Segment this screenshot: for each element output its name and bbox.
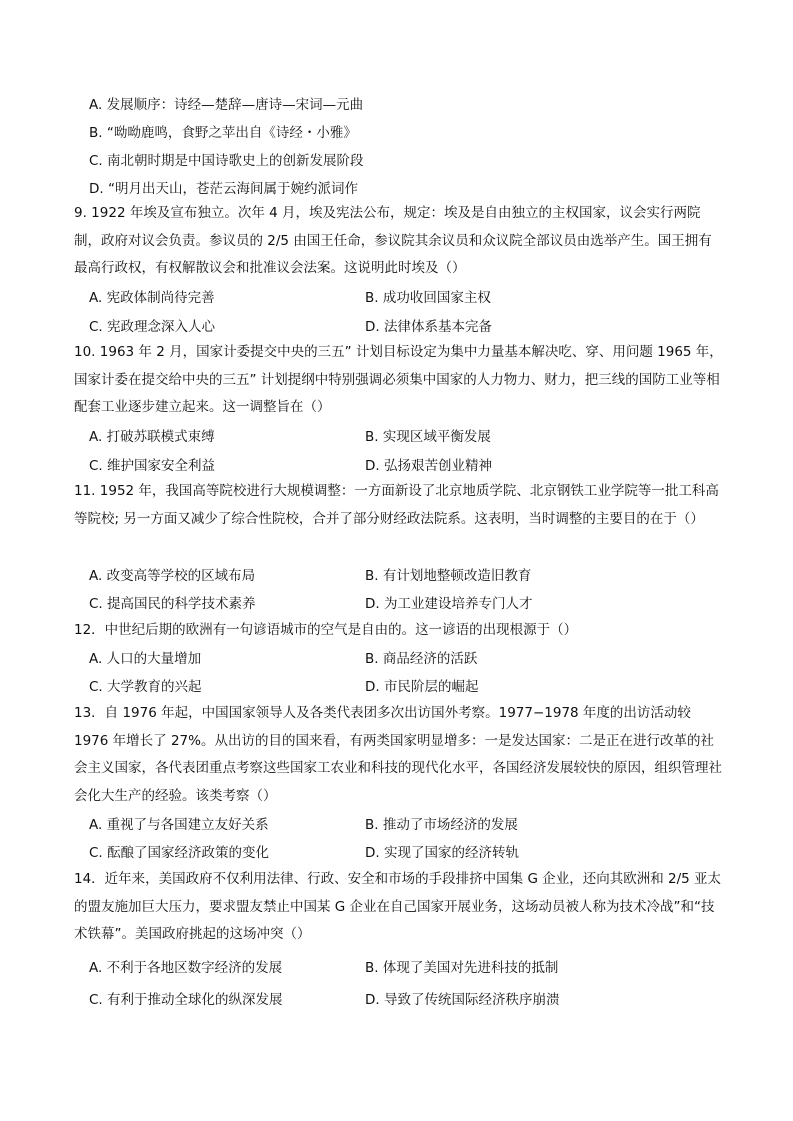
- q9-option-a: A. 宪政体制尚待完善: [89, 290, 215, 306]
- q11-stem: 11. 1952 年，我国高等院校进行大规模调整：一方面新设了北京地质学院、北京钢铁工业学院等一批工科高等院校; 另一方面又减少了综合性院校，合并了部分财经政法院系。这表明，当时调整的主要目的在于（）: [74, 483, 719, 527]
- q13-stem: 13．自 1976 年起，中国国家领导人及各类代表团多次出访国外考察。1977−1978 年度的出访活动较 1976 年增长了 27%。从出访的目的国来看，有两类国家明显增多：一是发达国家：二是正在进行改革的社会主义国家，各代表团重点考察这些国家工农业和科技的现代化水平，各国经济发展较快的原因，组织管理社会化大生产的经验。该类考察（）: [74, 705, 722, 804]
- q12-option-b: B. 商品经济的活跃: [365, 651, 478, 667]
- q12-stem: 12．中世纪后期的欧洲有一句谚语城市的空气是自由的。这一谚语的出现根源于（）: [74, 622, 578, 638]
- q10-option-d: D. 弘扬艰苦创业精神: [365, 458, 492, 474]
- q13-option-d: D. 实现了国家的经济转轨: [365, 845, 519, 861]
- q14-option-c: C. 有利于推动全球化的纵深发展: [89, 992, 283, 1008]
- q11-option-b: B. 有计划地整顿改造旧教育: [365, 568, 532, 584]
- q13-option-a: A. 重视了与各国建立友好关系: [89, 817, 269, 833]
- q9-option-b: B. 成功收回国家主权: [365, 290, 491, 306]
- q9-option-d: D. 法律体系基本完备: [365, 319, 492, 335]
- q11-option-d: D. 为工业建设培养专门人才: [365, 596, 533, 612]
- q11-option-c: C. 提高国民的科学技术素养: [89, 596, 256, 612]
- q9-option-c: C. 宪政理念深入人心: [89, 319, 216, 335]
- q12-option-a: A. 人口的大量增加: [89, 651, 202, 667]
- q10-stem: 10. 1963 年 2 月，国家计委提交中央的三五” 计划目标设定为集中力量基本解决吃、穿、用问题 1965 年，国家计委在提交给中央的三五” 计划提纲中特别强调必须集中国家的人力物力、财力，把三线的国防工业等相配套工业逐步建立起来。这一调整旨在（）: [74, 344, 723, 415]
- q11-option-a: A. 改变高等学校的区域布局: [89, 568, 256, 584]
- q10-option-c: C. 维护国家安全利益: [89, 458, 216, 474]
- q13-option-b: B. 推动了市场经济的发展: [365, 817, 518, 833]
- q14-option-a: A. 不利于各地区数字经济的发展: [89, 960, 283, 976]
- q9-stem: 9. 1922 年埃及宣布独立。次年 4 月，埃及宪法公布，规定：埃及是自由独立的主权国家，议会实行两院制，政府对议会负责。参议员的 2/5 由国王任命，参议院其余议员和众议院全部议员由选举产生。国王拥有最高行政权，有权解散议会和批准议会法案。这说明此时埃及（）: [74, 205, 712, 276]
- q13-option-c: C. 酝酿了国家经济政策的变化: [89, 845, 270, 861]
- q10-option-b: B. 实现区域平衡发展: [365, 429, 491, 445]
- q8-option-a: A. 发展顺序：诗经—楚辞—唐诗—宋词—元曲: [89, 97, 364, 113]
- q14-option-d: D. 导致了传统国际经济秩序崩溃: [365, 992, 560, 1008]
- q12-option-d: D. 市民阶层的崛起: [365, 679, 479, 695]
- q12-option-c: C. 大学教育的兴起: [89, 679, 202, 695]
- q14-stem: 14．近年来，美国政府不仅利用法律、行政、安全和市场的手段排挤中国集 G 企业，还向其欧洲和 2/5 亚太的盟友施加巨大压力，要求盟友禁止中国某 G 企业在自己国家开展业务，这场动员被人称为技术冷战”和“技术铁幕”。美国政府挑起的这场冲突（）: [74, 871, 722, 942]
- q8-option-d: D. “明月出天山，苍茫云海间属于婉约派词作: [89, 181, 358, 197]
- q14-option-b: B. 体现了美国对先进科技的抵制: [365, 960, 559, 976]
- q10-option-a: A. 打破苏联模式束缚: [89, 429, 215, 445]
- q8-option-c: C. 南北朝时期是中国诗歌史上的创新发展阶段: [89, 153, 364, 169]
- q8-option-b: B. “呦呦鹿鸣，食野之苹出自《诗经・小雅》: [89, 125, 357, 141]
